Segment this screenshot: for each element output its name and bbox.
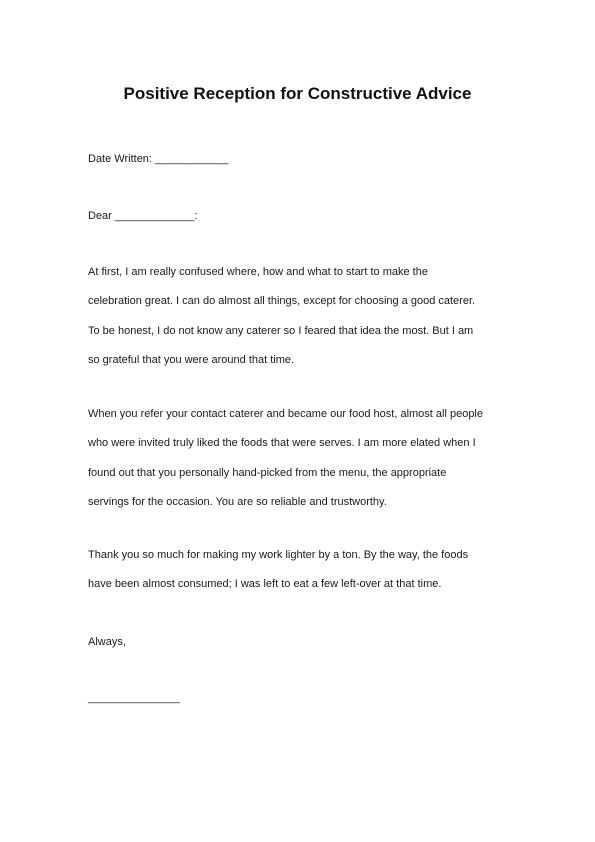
salutation-line: Dear _____________: (88, 210, 198, 222)
paragraph-1 (88, 266, 508, 383)
date-written-line: Date Written: ____________ (88, 153, 229, 165)
paragraph-1-line: celebration great. I can do almost all things, except for choosing a good caterer. (88, 295, 476, 308)
paragraph-1-line: At first, I am really confused where, how and what to start to make the (88, 266, 428, 278)
signature-line: _______________ (88, 692, 180, 704)
paragraph-2-line: When you refer your contact caterer and became our food host, almost all people (88, 408, 483, 420)
paragraph-3-line: Thank you so much for making my work lighter by a ton. By the way, the foods (88, 549, 469, 561)
document-title: Positive Reception for Constructive Advice (123, 84, 472, 103)
paragraph-2 (88, 408, 508, 525)
paragraph-3-line: have been almost consumed; I was left to eat a few left-over at that time. (88, 578, 442, 591)
paragraph-3 (88, 549, 508, 608)
paragraph-1-line: so grateful that you were around that time. (88, 353, 295, 366)
paragraph-2-line: servings for the occasion. You are so reliable and trustworthy. (88, 495, 387, 508)
paragraph-1-line: To be honest, I do not know any caterer so I feared that idea the most. But I am (88, 324, 474, 337)
paragraph-2-line: who were invited truly liked the foods that were serves. I am more elated when I (88, 437, 476, 450)
closing-line: Always, (88, 636, 126, 648)
paragraph-2-line: found out that you personally hand-picked from the menu, the appropriate (88, 466, 447, 479)
